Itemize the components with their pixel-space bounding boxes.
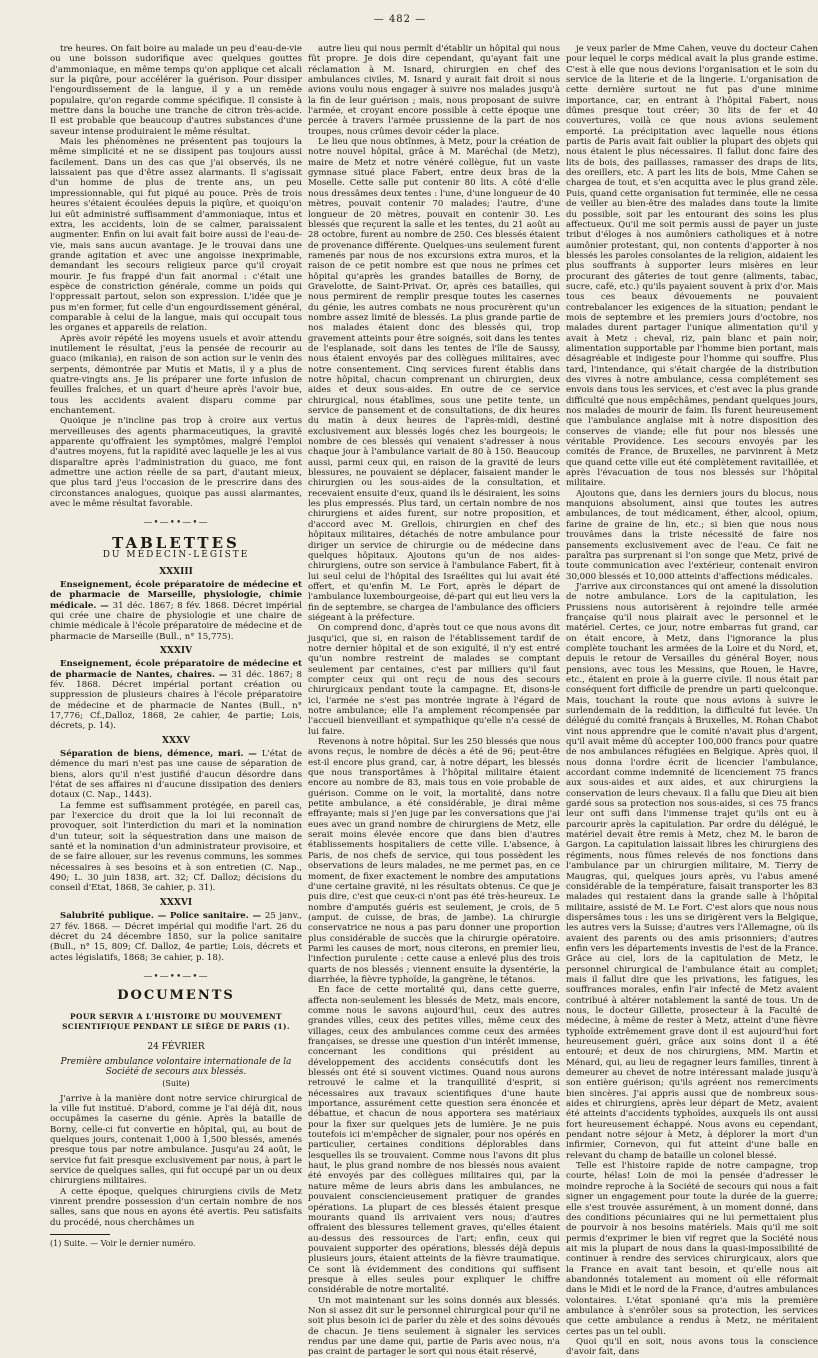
- document-heading: Première ambulance volontaire internationale de la Société de secours aux blessés.: [60, 1056, 292, 1077]
- entry-lead: Enseignement, école préparatoire de médecine et de pharmacie de Marseille, physiologie, chimie médicale. —: [50, 579, 302, 611]
- footnote-rule: [50, 1234, 110, 1235]
- entry-text: Séparation de biens, démence, mari. — L'état de démence du mari n'est pas une cause de séparation de biens, alors qu'il n'est justifié d'aucun désordre dans l'état de ses affaires ni d'aucune dissipation des deniers dotaux (C. Nap., 1443).: [50, 749, 302, 801]
- paragraph: J'arrive à la manière dont notre service chirurgical de la ville fut institué. D'abord, comme je l'ai déjà dit, nous occupâmes la caserne du génie. Après la bataille de Borny, celle-ci fut convertie en hôpital, qui, au bout de quelques jours, contenait 1,000 à 1,500 blessés, amenés presque tous par notre ambulance. Jusqu'au 24 août, le service fut fait presque exclusivement par nous, à part le service de quelques salles, qui fut occupé par un ou deux chirurgiens militaires.: [50, 1093, 302, 1187]
- paragraph: J'arrive aux circonstances qui ont amené la dissolution de notre ambulance. Lors de la capitulation, les Prussiens nous autorisèrent à rejoindre telle armée française qu'il nous plairait avec le personnel et le matériel. Certes, ce jour, notre embarras fut grand, car on était encore, à Metz, dans l'ignorance la plus complète touchant les armées de la Loire et du Nord, et, depuis le retour de Versailles du général Boyer, nous pensions, avec tous les Messins, que Rouen, le Havre, etc., étaient en proie à la guerre civile. Il nous était par conséquent fort difficile de prendre un parti quelconque. Mais, touchant la route que nous avions à suivre le surlendemain de la reddition, la difficulté fut levée. Un délégué du comité français à Bruxelles, M. Rohan Chabot vint nous apprendre que le comité n'avait plus d'argent, qu'il avait même dû accepter 100,000 francs pour quatre de nos ambulances réfugiées en Belgique. Après quoi, il nous donna l'ordre écrit de licencier l'ambulance, accordant comme indemnité de licenciement 75 francs aux sous-aides et aux aides, et aux chirurgiens la conservation de leurs chevaux. Il a fallu que Dieu ait bien gardé sous sa protection nos sous-aides, si ces 75 francs leur ont suffi dans l'immense trajet qu'ils ont eu à parcourir après la capitulation. Par ordre du délégué, le matériel devait être remis à Metz, chez M. le baron de Gargon. La capitulation laissait libres les chirurgiens des régiments, nous fûmes relevés de nos fonctions dans l'ambulance par un chirurgien militaire, M. Tierry de Maugras, qui, quelques jours après, vu l'abus amené considérable de la température, faisait transporter les 83 malades qui restaient dans la grande salle à l'hôpital militaire, assisté de M. Le Fort. C'est alors que nous nous dispersâmes tous : les uns se dirigèrent vers la Belgique, les autres vers la Suisse; d'autres vers l'Allemagne, où ils avaient des parents ou des amis prisonniers; d'autres enfin vers les départements investis de l'est de la France. Grâce au ciel, lors de la capitulation de Metz, le personnel chirurgical de l'ambulance était au complet; mais il fallut dire que les privations, les fatigues, les souffrances morales, enfin l'air infecté de Metz avaient contribué à altérer notablement la santé de tous. Un de nous, le docteur Gillette, prosecteur à la Faculté de médecine, à même de rester à Metz, atteint d'une fièvre typhoïde extrêmement grave dont il est aujourd'hui fort heureusement guéri, grâce aux soins dont il a été entouré; et deux de nos chirurgiens, MM. Martin et Ménard, qui, au lieu de regagner leurs familles, tinrent à demeurer au chevet de notre intéressant malade jusqu'à son entière guérison; qu'ils agréent nos remerciments bien sincères. J'ai appris aussi que de nombreux sous-aides et chirurgiens, après leur départ de Metz, avaient été atteints d'accidents typhoïdes, auxquels ils ont aussi fort heureusement échappé. Nous avons eu cependant, pendant notre séjour à Metz, à déplorer la mort d'un infirmier, Cornevon, qui fut atteint d'une balle en relevant du champ de bataille un colonel blessé.: [566, 581, 818, 1161]
- ornamental-divider: —•—••—•—: [143, 518, 209, 529]
- entry-number: XXXV: [162, 735, 190, 746]
- ornamental-divider: —•—••—•—: [143, 971, 209, 982]
- paragraph: autre lieu qui nous permît d'établir un hôpital qui nous fût propre. Je dois dire cependant, qu'ayant fait une réclamation à M. Isnard, chirurgien en chef des ambulances civiles, M. Isnard y aurait fait droit si nous avions voulu nous engager à suivre nos malades jusqu'à la fin de leur guérison ; mais, nous proposant de suivre l'armée, et croyant encore possible à cette époque une percée à travers l'armée prussienne de la part de nos troupes, nous crûmes devoir céder la place.: [308, 44, 560, 137]
- paragraph: Le lieu que nous obtînmes, à Metz, pour la création de notre nouvel hôpital, grâce à M. Maréchal (de Metz), maire de Metz et notre vénéré collègue, fut un vaste gymnase situé place Fabert, entre deux bras de la Moselle. Cette salle put contenir 80 lits. A côté d'elle nous dressâmes deux tentes : l'une, d'une longueur de 40 mètres, pouvait contenir 70 malades; l'autre, d'une longueur de 20 mètres, pouvait en contenir 30. Les blessés que reçurent la salle et les tentes, du 21 août au 28 octobre, furent au nombre de 250. Ces blessés étaient de provenance différente. Quelques-uns seulement furent ramenés par nous de nos excursions extra muros, et la raison de ce petit nombre est que nous ne prîmes cet hôpital qu'après les grandes batailles de Borny, de Gravelotte, de Saint-Privat. Or, après ces batailles, qui nous permirent de remplir presque toutes les casernes du génie, les autres combats ne nous procurèrent qu'un nombre assez limité de blessés. La plus grande partie de nos malades étaient donc des blessés qui, trop gravement atteints pour être soignés, soit dans les tentes de l'esplanade, soit dans les tentes de l'île de Saussy, nous étaient envoyés par des collègues militaires, avec notre consentement. Cinq services furent établis dans notre hôpital, chacun comprenant un chirurgien, deux aides et deux sous-aides. En outre de ce service chirurgical, nous établîmes, sous une petite tente, un service de pansement et de consultations, de dix heures du matin à deux heures de l'après-midi, destiné exclusivement aux blessés logés chez les bourgeois; le nombre de ces blessés qui venaient s'adresser à nous chaque jour à l'ambulance variait de 80 à 150. Beaucoup aussi, parmi ceux qui, en raison de la gravité de leurs blessures, ne pouvaient se déplacer, faisaient mander le chirurgien ou les sous-aides de la consultation, et recevaient ensuite d'eux, quand ils le désiraient, les soins les plus empressés. Plus tard, un certain nombre de nos chirurgiens et aides furent, sur notre proposition, et d'accord avec M. Grellois, chirurgien en chef des hôpitaux militaires, détachés de notre ambulance pour diriger un service de chirurgie ou de médecine dans quelques hôpitaux. Ajoutons qu'un de nos aides-chirurgiens, outre son service à l'ambulance Fabert, fit à lui seul celui de l'hôpital des Israélites qui lui avait été offert, et qu'enfin M. Le Fort, après le départ de l'ambulance luxembourgeoise, dé-part qui eut lieu vers la fin de septembre, se chargea de l'ambulance des officiers siégeant à la préfecture.: [308, 137, 560, 623]
- entry-text: Salubrité publique. — Police sanitaire. — 25 janv., 27 fév. 1868. — Décret impérial qui modifie l'art. 26 du décret du 24 décembre 1850, sur la police sanitaire (Bull., n° 15, 809; Cf. Dalloz, 4e partie; Lois, décrets et actes législatifs, 1868; 3e cahier, p. 18).: [50, 911, 302, 963]
- paragraph: Ajoutons que, dans les derniers jours du blocus, nous manquions absolument, ainsi que toutes les autres ambulances, de tout médicament, éther, alcool, opium, farine de graine de lin, etc.; si bien que nous nous trouvâmes dans la triste nécessité de faire nos pansements exclusivement avec de l'eau. Ce fait ne paraîtra pas surprenant si l'on songe que Metz, privé de toute communication avec l'extérieur, contenait environ 30,000 blessés et 10,000 atteints d'affections médicales.: [566, 488, 818, 582]
- entry-number: XXXIV: [159, 645, 193, 656]
- paragraph: Après avoir répété les moyens usuels et avoir attendu inutilement le résultat, j'eus la pensée de recourir au guaco (mikania), en raison de son action sur le venin des serpents, démontrée par Mutis et Matis, il y a plus de quatre-vingts ans. Je lis préparer une forte infusion de feuilles fraîches, et un quart d'heure après l'avoir bue, tous les accidents avaient disparu comme par enchantement.: [50, 333, 302, 417]
- entry-number: XXXIII: [159, 566, 193, 577]
- footnote: (1) Suite. — Voir le dernier numéro.: [50, 1239, 196, 1249]
- section-subtitle: DU MÉDECIN-LÉGISTE: [102, 550, 250, 561]
- section-subtitle: POUR SERVIR A L'HISTOIRE DU MOUVEMENT SCIENTIFIQUE PENDANT LE SIÈGE DE PARIS (1).: [62, 1011, 290, 1031]
- entry-text: Enseignement, école préparatoire de médecine et de pharmacie de Nantes, chaires. — 31 déc. 1867; 8 fév. 1868. Décret impérial portant création ou suppression de plusieurs chaires à l'école préparatoire de médecine et de pharmacie de Nantes (Bull., n° 17,776; Cf.,Dalloz, 1868, 2e cahier, 4e partie; Lois, décrets, p. 14).: [50, 659, 302, 732]
- paragraph: En face de cette mortalité qui, dans cette guerre, affecta non-seulement les blessés de Metz, mais encore, comme nous le savons aujourd'hui, ceux des autres grandes villes, ceux des petites villes, même ceux des villages, ceux des ambulances comme ceux des armées françaises, se dresse une question d'un intérêt immense, concernant les conditions qui président au développement des accidents consécutifs dont les blessés ont été si souvent victimes. Quand nous aurons retrouvé le calme et la tranquillité d'esprit, si nécessaires aux travaux scientifiques d'une haute importance, assurément cette question sera énoncée et débattue, et chacun de nous apportera ses matériaux pour la fixer sur quelques jets de lumière. Je ne puis toutefois ici m'empêcher de signaler, pour nos opérés en particulier, certaines conditions déplorables dans lesquelles ils se trouvaient. Comme nous l'avons dit plus haut, le plus grand nombre de nos blessés nous avaient été envoyés par des collègues militaires qui, par la nature même de leurs abris dans les ambulances, ne pouvaient consciencieusement pratiquer de grandes opérations. La plupart de ces blessés étaient presque mourants quand ils arrivaient vers nous; d'autres offraient des blessures tellement graves, qu'elles étaient au-dessus des ressources de l'art; enfin, ceux qui pouvaient supporter des opérations, blessés déjà depuis plusieurs jours, étaient atteints de la fièvre traumatique. Ce sont là évidemment des conditions qui suffisent presque à elles seules pour expliquer le chiffre considérable de notre mortalité.: [308, 985, 560, 1296]
- document-date: 24 FÉVRIER: [147, 1042, 205, 1053]
- entry-text: La femme est suffisamment protégée, en pareil cas, par l'exercice du droit que la loi lui reconnaît de provoquer, soit l'interdiction du mari et la nomination d'un tuteur, soit la séquestration dans une maison de santé et la nomination d'un administrateur provisoire, et de se faire allouer, sur les revenus communs, les sommes nécessaires à ses besoins et à son entretien (C. Nap., 490; L. 30 juin 1838, art. 32; Cf. Dalloz; décisions du conseil d'Etat, 1868, 3e cahier, p. 31).: [50, 800, 302, 894]
- entry-lead: Séparation de biens, démence, mari. —: [60, 749, 262, 759]
- paragraph: A cette époque, quelques chirurgiens civils de Metz vinrent prendre possession d'un certain nombre de nos salles, sans que nous en ayons été avertis. Peu satisfaits du procédé, nous cherchâmes un: [50, 1186, 302, 1228]
- column-left: [50, 44, 303, 1249]
- entry-lead: Salubrité publique. — Police sanitaire. —: [60, 911, 265, 922]
- paragraph: Revenons à notre hôpital. Sur les 250 blessés que nous avons reçus, le nombre de décès a été de 96; peut-être est-il encore plus grand, car, à notre départ, les blessés que nous transportâmes à l'hôpital militaire étaient encore au nombre de 83, mais tous en voie probable de guérison. Comme on le voit, la mortalité, dans notre petite ambulance, a été considérable, je dirai même effrayante; mais si j'en juge par les conversations que j'ai eues avec un grand nombre de chirurgiens de Metz, elle serait moins élevée encore que dans bien d'autres établissements hospitaliers de cette ville. L'absence, à Paris, de nos chefs de service, qui tous possèdent les observations de leurs malades, ne me permet pas, en ce moment, de fixer exactement le nombre des amputations d'une certaine gravité, ni les résultats obtenus. Ce que je puis dire, c'est que ceux-ci n'ont pas été très-heureux. Le nombre d'amputés guéris est seulement, je crois, de 5 (amput. de cuisse, de bras, de jambe). La chirurgie conservatrice ne nous a pas paru donner une proportion plus considérable de succès que la chirurgie opératoire. Parmi les causes de mort, nous citerons, en premier lieu, l'infection purulente : cette cause a enlevé plus des trois quarts de nos blessés ; viennent ensuite la dysentérie, la diarrhée, la fièvre typhoïde, la gangrène, le tétanos.: [308, 737, 560, 985]
- column-right: [566, 44, 818, 1358]
- column-middle: [308, 44, 560, 1358]
- entry-number: XXXVI: [159, 897, 193, 908]
- paragraph: je veux parler de Mme Cahen, veuve du docteur Cahen pour lequel le corps médical avait la plus grande estime. C'est à elle que nous devions l'organisation et le soin du service de la literie et de la lingerie. L'organisation de cette dernière surtout ne fut pas d'une minime importance, car, en entrant à l'hôpital Fabert, nous dûmes presque tout créer; 30 lits de fer et 40 couvertures, voilà ce que nous avions seulement emporté. La précipitation avec laquelle nous étions partis de Paris avait fait oublier la plupart des objets qui nous étaient le plus nécessaires. Il fallut donc faire des lits de bois, des paillasses, ramasser des draps de lits, des oreillers, etc. A part les lits de bois, Mme Cahen se chargea de tout, et s'en acquitta avec le plus grand zèle. Puis, quand cette organisation fut terminée, elle ne cessa de veiller au bien-être des malades dans toute la limite du possible, soit par les entourant des soins les plus affectueux. Qu'il me soit permis aussi de payer un juste tribut d'éloges à nos aumôniers catholiques et à notre aumônier protestant, qui, non contents d'apporter à nos blessés les paroles consolantes de la religion, aidaient les plus souffrants à supporter leurs misères en leur procurant des gâteries de tout genre (aliments, tabac, sucre, café, etc.) qu'ils payaient souvent à prix d'or. Mais tous ces beaux dévouements ne pouvaient contrebalancer les exigences de la situation; pendant le mois de septembre et les premiers jours d'octobre, nos malades durent partager l'unique alimentation qu'il y avait à Metz : cheval, riz, pain blanc et pain noir, alimentation supportable par l'homme bien portant, mais désagréable et indigeste pour l'homme qui souffre. Plus tard, l'intendance, qui s'était chargée de la distribution des vivres à notre ambulance, cessa complétement ses envois dans tous les services, et c'est avec la plus grande difficulté que nous empêchâmes, pendant quelques jours, nos malades de mourir de faim. Ils furent heureusement que l'ambulance anglaise mit à notre disposition des conserves de viande; elle fut pour nos blessés une véritable Providence. Les secours envoyés par les comités de France, de Bruxelles, ne parvinrent à Metz que quand cette ville eut été complètement ravitaillée, et après l'évacuation de tous nos blessés sur l'hôpital militaire.: [566, 44, 818, 489]
- paragraph: On comprend donc, d'après tout ce que nous avons dit jusqu'ici, que si, en raison de l'établissement tardif de notre dernier hôpital et de son exiguïté, il n'y est entré qu'un nombre restreint de malades se comptant seulement par centaines, c'est par milliers qu'il faut compter ceux qui ont reçu de nous des secours chirurgicaux pendant toute la campagne. Et, disons-le ici, l'armée ne s'est pas montrée ingrate à l'égard de notre ambulance; elle l'a amplement récompensée par l'accueil bienveillant et sympathique qu'elle n'a cessé de lui faire.: [308, 623, 560, 737]
- paragraph: Quoique je n'incline pas trop à croire aux vertus merveilleuses des agents pharmaceutiques, la gravité apparente qu'offraient les symptômes, malgré l'emploi d'autres moyens, fut la rapidité avec laquelle je les ai vus disparaître après l'administration du guaco, me font admettre une action réelle de sa part, d'autant mieux, que plus tard j'eus l'occasion de le prescrire dans des circonstances analogues, quoique pas aussi alarmantes, avec le même résultat favorable.: [50, 416, 302, 510]
- paragraph: Telle est l'histoire rapide de notre campagne, trop courte, hélas! Loin de moi la pensée d'adresser le moindre reproche à la Société de secours qui nous a fait signer un engagement pour toute la durée de la guerre; elle s'est trouvée assurément, à un moment donné, dans des conditions pécuniaires qui ne lui permettaient plus de pourvoir à nos besoins matériels. Mais qu'il me soit permis d'exprimer le bien vif regret que la Société nous ait mis la plupart de nous dans la quasi-impossibilité de continuer à rendre des services chirurgicaux, alors que la France en avait tant besoin, et qu'elle nous ait abandonnés totalement au moment où elle réformait dans le Midi et le nord de la France, d'autres ambulances volontaires. L'état sponiané qu'a mis la première ambulance à s'enrôler sous sa protection, les services que cette ambulance a rendus à Metz, ne méritaient certes pas un tel oubli.: [566, 1161, 818, 1337]
- paragraph: Un mot maintenant sur les soins donnés aux blessés. Non si assez dit sur le personnel chirurgical pour qu'il ne soit plus besoin ici de parler du zèle et des soins dévoués de chacun. Je tiens seulement à signaler les services rendus par une dame qui, partie de Paris avec nous, n'a pas craint de partager le sort qui nous était réservé,: [308, 1295, 560, 1358]
- entry-lead: Enseignement, école préparatoire de médecine et de pharmacie de Nantes, chaires. —: [50, 659, 302, 680]
- entry-text: Enseignement, école préparatoire de médecine et de pharmacie de Marseille, physiologie, chimie médicale. — 31 déc. 1867; 8 fév. 1868. Décret impérial qui crée une chaire de physiologie et une chaire de chimie médicale à l'école préparatoire de médecine et de pharmacie de Marseille (Bull., n° 15,775).: [50, 579, 303, 642]
- section-title: DOCUMENTS: [117, 988, 235, 1004]
- page-number: — 482 —: [373, 14, 427, 25]
- document-suite-label: (Suite): [162, 1079, 190, 1089]
- paragraph: tre heures. On fait boire au malade un peu d'eau-de-vie ou une boisson sudorifique avec quelques gouttes d'ammoniaque, en même temps qu'on applique cet alcali sur la piqûre, pour accélérer la guérison. Pour dissiper l'engourdissement de la langue, il y a un remède populaire, qu'on regarde comme spécifique. Il consiste à mettre dans la bouche une tranche de citron très-acide. Il est probable que beaucoup d'autres substances d'une saveur intense produiraient le même résultat.: [50, 44, 302, 137]
- paragraph: Mais les phénomènes ne présentent pas toujours la même simplicité et ne se dissipent pas toujours aussi facilement. Dans un des cas que j'ai observés, ils ne laissaient pas que d'être assez alarmants. Il s'agissait d'un homme de plus de trente ans, un peu impressionnable, qui fut piqué au pouce. Près de trois heures s'étaient écoulées depuis la piqûre, et quoiqu'on lui eût administré suffisamment d'ammoniaque, intus et extra, les accidents, loin de se calmer, paraissaient augmenter. Enfin on lui avait fait boire aussi de l'eau-de-vie, mais sans aucun avantage. Je le trouvai dans une grande agitation et avec une angoisse inexprimable, demandant les secours religieux parce qu'il croyait mourir. Je fus frappé d'un fait anormal : c'était une espèce de constriction générale, comme un poids qui l'oppressait partout, selon son expression. L'idée que je pus m'en former, fut celle d'un engourdissement général, comparable à celui de la langue, mais qui occupait tous les organes et appareils de relation.: [50, 137, 302, 334]
- section-title: TABLETTES: [112, 533, 240, 552]
- paragraph: Quoi qu'il en soit, nous avons tous la conscience d'avoir fait, dans: [566, 1336, 818, 1358]
